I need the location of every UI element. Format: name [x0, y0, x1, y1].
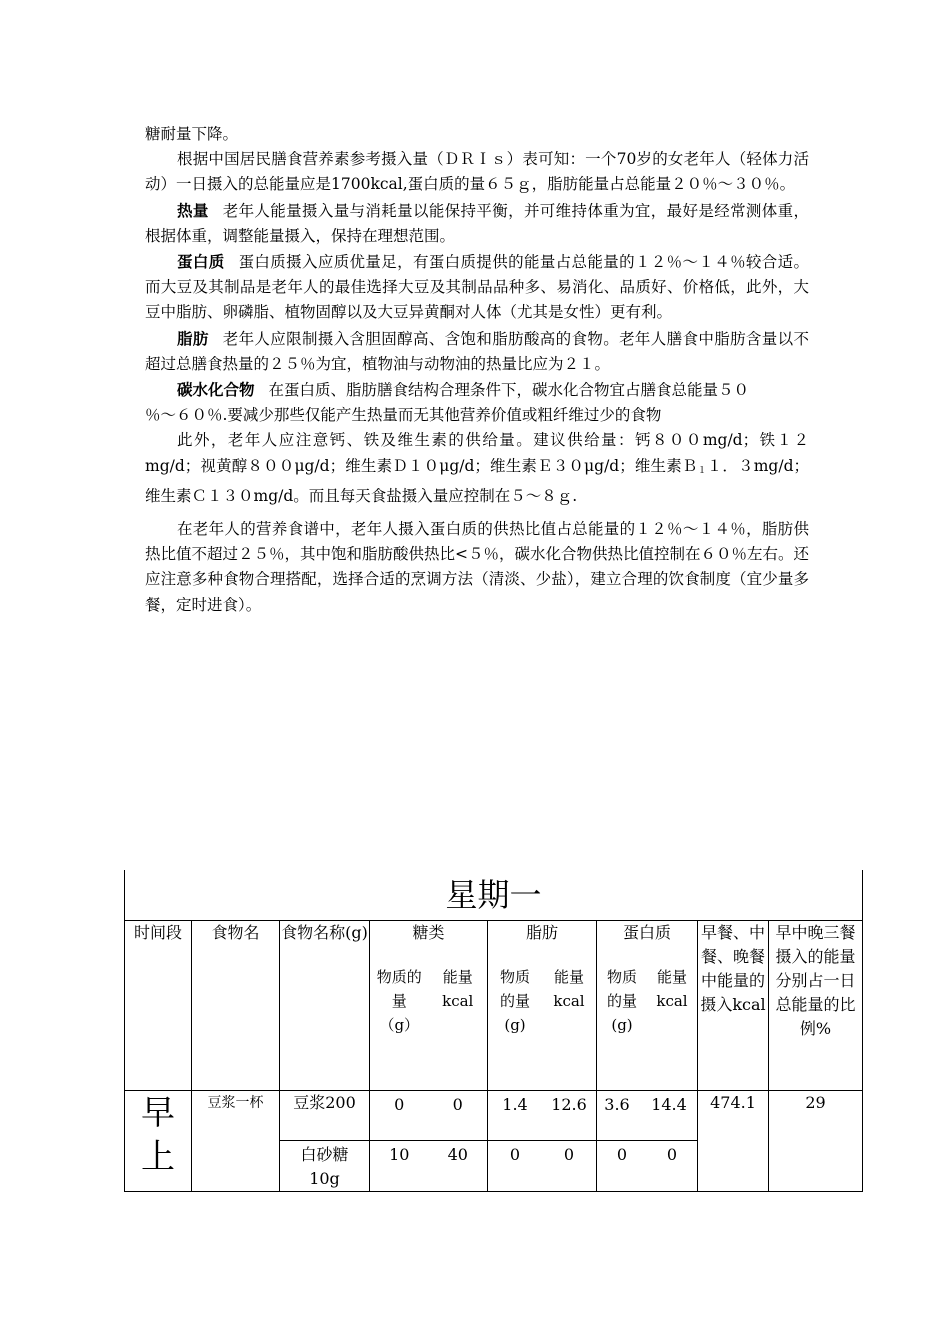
protein-mass: 0: [616, 1145, 628, 1164]
fat-cell: [488, 1091, 597, 1141]
article-text: [145, 122, 809, 618]
paragraph-carb-cont: ％～６０％.要减少那些仅能产生热量而无其他营养价值或粗纤维过少的食物: [145, 406, 662, 425]
term-carb: 碳水化合物: [177, 380, 255, 400]
mineral-subscript: １: [697, 465, 707, 476]
paragraph: 根据中国居民膳食营养素参考摄入量（ＤＲＩｓ）表可知：一个70岁的女老年人（轻体力活动）一日摄入的总能量应是1700kcal,蛋白质的量６５ｇ，脂肪能量占总能量２０％～３０％。: [145, 150, 809, 194]
protein-subheaders: [597, 965, 698, 1091]
fat-subheaders: [488, 965, 597, 1091]
sugar-mass: 10: [389, 1145, 410, 1164]
mineral-text-a: 此外，老年人应注意钙、铁及维生素的供给量。建议供给量：钙８００mg/d；铁１２mg/d；视黄醇８００μg/d；维生素Ｄ１０μg/d；维生素Ｅ３０μg/d；维生素Ｂ: [145, 431, 809, 475]
sugar-subheaders: [370, 965, 488, 1091]
paragraph-fat: [145, 326, 809, 377]
protein-energy-header: 能量kcal: [656, 967, 688, 1010]
paragraph-mineral: [145, 428, 809, 509]
paragraph-carb: [145, 377, 809, 403]
protein-mass-header: 物质的量(g): [606, 967, 637, 1034]
paragraph-last: 在老年人的营养食谱中，老年人摄入蛋白质的供热比值占总能量的１２％～１４％，脂肪供热比值不超过２５％，其中饱和脂肪酸供热比<５％，碳水化合物供热比值控制在６０％左右。还应注意多种食物合理搭配，选择合适的烹调方法（清淡、少盐），建立合理的饮食制度（宜少量多餐，定时进食）。: [145, 520, 809, 614]
term-protein: 蛋白质: [177, 252, 225, 272]
table-row: [125, 1091, 863, 1141]
header-food: 食物名: [192, 921, 280, 1091]
protein-text: 蛋白质摄入应质优量足，有蛋白质提供的能量占总能量的１２％～１４％较合适。而大豆及其制品是老年人的最佳选择大豆及其制品品种多、易消化、品质好、价格低，此外，大豆中脂肪、卵磷脂、植物固醇以及大豆异黄酮对人体（尤其是女性）更有利。: [145, 253, 809, 322]
ratio-cell: 29: [769, 1091, 863, 1192]
food-cell: 豆浆一杯: [192, 1091, 280, 1192]
table-title: 星期一: [125, 870, 863, 921]
food-amount-cell: 白砂糖10g: [280, 1141, 370, 1192]
header-sugar: 糖类: [370, 921, 488, 965]
sugar-energy: 0: [452, 1095, 463, 1114]
fat-mass: 0: [509, 1145, 521, 1164]
period-cell: 早上: [125, 1091, 192, 1192]
mineral-text-b: １．３mg/d；维生素Ｃ１３０mg/d。而且每天食盐摄入量应控制在５～８ｇ.: [145, 456, 809, 505]
fat-text: 老年人应限制摄入含胆固醇高、含饱和脂肪酸高的食物。老年人膳食中脂肪含量以不超过总膳食热量的２５％为宜，植物油与动物油的热量比应为２１。: [145, 329, 809, 373]
sugar-energy: 40: [447, 1145, 468, 1164]
sugar-mass: 0: [394, 1095, 405, 1114]
header-protein: 蛋白质: [597, 921, 698, 965]
diet-table: [124, 870, 863, 1192]
fat-energy: 12.6: [551, 1095, 587, 1114]
sugar-cell: [370, 1091, 488, 1141]
fat-cell: [488, 1141, 597, 1192]
fat-mass: 1.4: [502, 1095, 528, 1114]
header-meal-energy: 早餐、中餐、晚餐中能量的摄入kcal: [698, 921, 769, 1091]
header-ratio: 早中晚三餐摄入的能量分别占一日总能量的比例%: [769, 921, 863, 1091]
carb-text: 在蛋白质、脂肪膳食结构合理条件下，碳水化合物宜占膳食总能量５０: [268, 381, 750, 400]
term-fat: 脂肪: [177, 328, 209, 348]
protein-energy: 0: [666, 1145, 678, 1164]
paragraph: 糖耐量下降。: [145, 125, 239, 143]
protein-energy: 14.4: [651, 1095, 687, 1114]
protein-cell: [597, 1141, 698, 1192]
fat-mass-header: 物质的量(g): [499, 967, 530, 1034]
sugar-energy-header: 能量kcal: [442, 967, 474, 1010]
header-period: 时间段: [125, 921, 192, 1091]
food-amount-cell: 豆浆200: [280, 1091, 370, 1141]
protein-cell: [597, 1091, 698, 1141]
protein-mass: 3.6: [604, 1095, 630, 1114]
term-heat: 热量: [177, 200, 209, 220]
header-food-amount: 食物名称(g): [280, 921, 370, 1091]
paragraph-heat: [145, 198, 809, 249]
heat-text: 老年人能量摄入量与消耗量以能保持平衡，并可维持体重为宜，最好是经常测体重，根据体重，调整能量摄入，保持在理想范围。: [145, 201, 809, 245]
sugar-mass-header: 物质的量（g）: [376, 967, 422, 1034]
header-fat: 脂肪: [488, 921, 597, 965]
sugar-cell: [370, 1141, 488, 1192]
meal-energy-cell: 474.1: [698, 1091, 769, 1192]
fat-energy-header: 能量kcal: [553, 967, 585, 1010]
fat-energy: 0: [563, 1145, 575, 1164]
paragraph-protein: [145, 249, 809, 326]
